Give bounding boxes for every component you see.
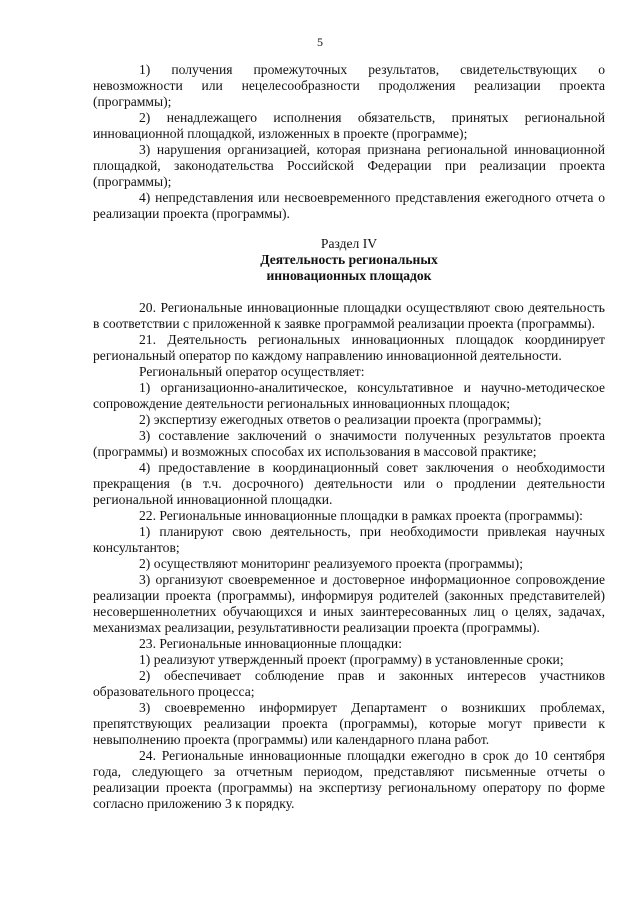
operator-item-4: 4) предоставление в координационный совет заключения о необходимости прекращения (в т.ч. досрочного) деятельности или о продлении деятельности региональной инновационной площадки. [93, 460, 605, 507]
section-heading [93, 236, 605, 284]
p23-item-1: 1) реализуют утвержденный проект (программу) в установленные сроки; [139, 652, 564, 667]
operator-intro: Региональный оператор осуществляет: [139, 364, 365, 379]
paragraph-23: 23. Региональные инновационные площадки: [139, 636, 402, 651]
intro-item-2: 2) ненадлежащего исполнения обязательств, принятых региональной инновационной площадкой, изложенных в проекте (программе); [93, 110, 605, 141]
intro-item-4: 4) непредставления или несвоевременного представления ежегодного отчета о реализации проекта (программы). [93, 190, 605, 221]
paragraph-21: 21. Деятельность региональных инновационных площадок координирует региональный оператор по каждому направлению инновационной деятельности. [93, 332, 605, 363]
p23-item-3: 3) своевременно информирует Департамент о возникших проблемах, препятствующих реализации проекта (программы), которые могут привести к невыполнению проекта (программы) или календарного плана работ. [93, 700, 605, 747]
p22-item-1: 1) планируют свою деятельность, при необходимости привлекая научных консультантов; [93, 524, 605, 555]
p22-item-2: 2) осуществляют мониторинг реализуемого проекта (программы); [139, 556, 523, 571]
section-title-line-2: инновационных площадок [266, 268, 432, 283]
page-number: 5 [317, 35, 323, 49]
p22-item-3: 3) организуют своевременное и достоверное информационное сопровождение реализации проекта (программы), информируя родителей (законных представителей) несовершеннолетних обучающихся и иных заинтересованных лиц о целях, задачах, механизмах реализации, результативности реализации проекта (программы). [93, 572, 605, 635]
paragraph-22: 22. Региональные инновационные площадки в рамках проекта (программы): [139, 508, 583, 523]
paragraph-24: 24. Региональные инновационные площадки ежегодно в срок до 10 сентября года, следующего за отчетным периодом, представляют письменные отчеты о реализации проекта (программы) на экспертизу региональному оператору по форме согласно приложению 3 к порядку. [93, 748, 605, 811]
intro-item-1: 1) получения промежуточных результатов, свидетельствующих о невозможности или нецелесообразности продолжения реализации проекта (программы); [93, 62, 605, 109]
intro-list [93, 62, 605, 222]
section-label: Раздел IV [320, 236, 378, 251]
section-body [93, 300, 605, 812]
operator-item-1: 1) организационно-аналитическое, консультативное и научно-методическое сопровождение деятельности региональных инновационных площадок; [93, 380, 605, 411]
p23-item-2: 2) обеспечивает соблюдение прав и законных интересов участников образовательного процесса; [93, 668, 605, 699]
intro-item-3: 3) нарушения организацией, которая признана региональной инновационной площадкой, законодательства Российской Федерации при реализации проекта (программы); [93, 142, 605, 189]
section-title-line-1: Деятельность региональных [260, 252, 438, 267]
paragraph-20: 20. Региональные инновационные площадки осуществляют свою деятельность в соответствии с приложенной к заявке программой реализации проекта (программы). [93, 300, 605, 331]
operator-item-3: 3) составление заключений о значимости полученных результатов проекта (программы) и возможных способах их использования в массовой практике; [93, 428, 605, 459]
operator-item-2: 2) экспертизу ежегодных ответов о реализации проекта (программы); [139, 412, 542, 427]
